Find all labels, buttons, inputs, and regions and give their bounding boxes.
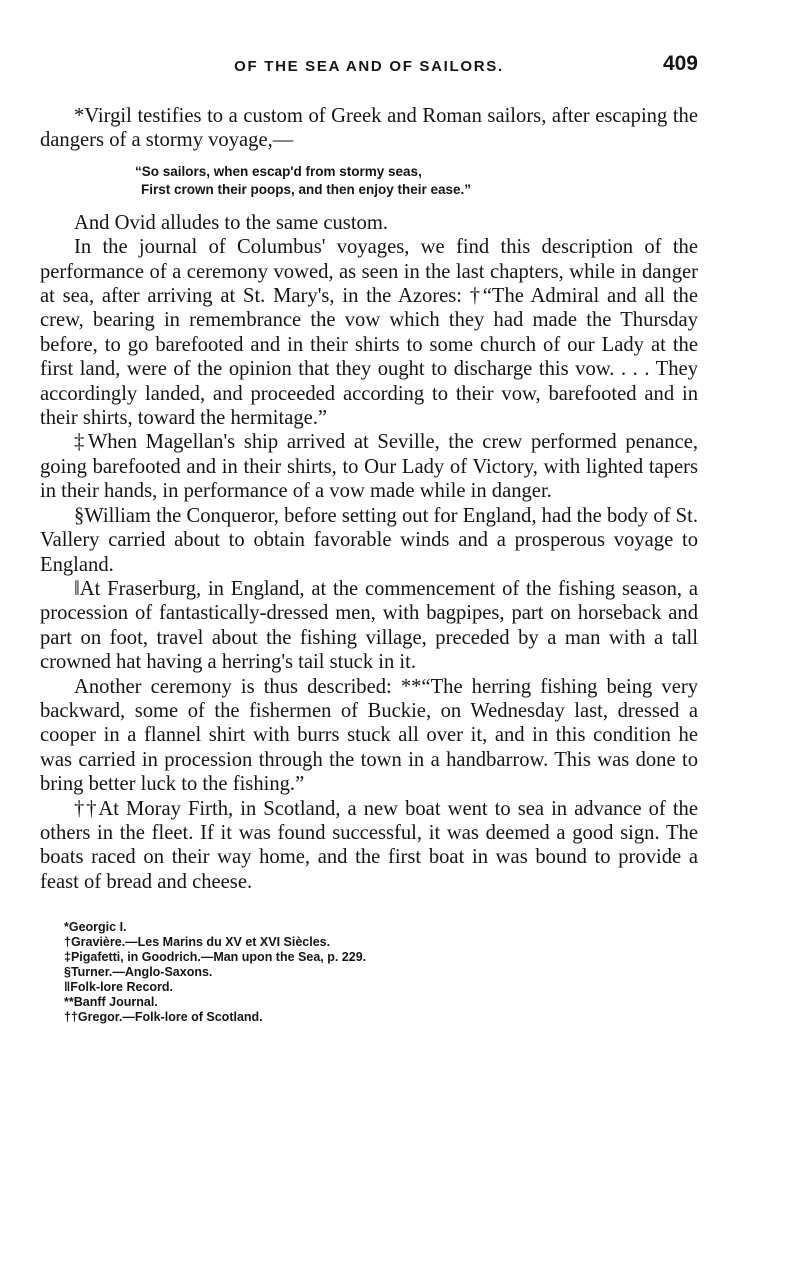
page-number: 409 [662,52,698,75]
body-text [40,104,698,894]
footnote: §Turner.—Anglo-Saxons. [64,965,213,980]
paragraph-virgil: *Virgil testifies to a custom of Greek and Roman sailors, after escaping the dangers of a stormy voyage,— [40,105,698,152]
footnote: ††Gregor.—Folk-lore of Scotland. [64,1010,263,1025]
verse-quote [135,163,698,199]
page-header [40,48,698,82]
footnote: ‖Folk-lore Record. [64,980,174,995]
verse-line-2: First crown their poops, and then enjoy their ease.” [141,181,472,197]
footnote: ‡Pigafetti, in Goodrich.—Man upon the Sea, p. 229. [64,950,367,965]
running-title: OF THE SEA AND OF SAILORS. [234,58,504,75]
footnotes [64,920,698,1025]
verse-line-1: “So sailors, when escap'd from stormy seas, [135,163,422,179]
paragraph-columbus: In the journal of Columbus' voyages, we find this description of the performance of a ceremony vowed, as seen in the last chapters, while in danger at sea, after arriving at St. Mary's, in the Azores: †“The Admiral and all the crew, bearing in remembrance the vow which they had made the Thursday before, to go barefooted and in their shirts to some church of our Lady at the first land, were of the opinion that they ought to discharge this vow. . . . They accordingly landed, and proceeded according to their vow, barefooted and in their shirts, toward the hermitage.” [40,236,698,430]
footnote: *Georgic I. [64,920,127,935]
paragraph-william: §William the Conqueror, before setting out for England, had the body of St. Vallery carried about to obtain favorable winds and a prosperous voyage to England. [40,504,698,576]
book-page [40,48,698,1025]
paragraph-magellan: ‡When Magellan's ship arrived at Seville, the crew performed penance, going barefooted and in their shirts, to Our Lady of Victory, with lighted tapers in their hands, in performance of a vow made while in danger. [40,431,698,503]
paragraph-moray-firth: ††At Moray Firth, in Scotland, a new boat went to sea in advance of the others in the fleet. If it was found successful, it was deemed a good sign. The boats raced on their way home, and the first boat in was bound to provide a feast of bread and cheese. [40,797,698,893]
footnote: †Gravière.—Les Marins du XV et XVI Siècles. [64,935,331,950]
footnote: **Banff Journal. [64,995,158,1010]
paragraph-ovid: And Ovid alludes to the same custom. [74,211,389,234]
paragraph-buckie: Another ceremony is thus described: **“The herring fishing being very backward, some of the fishermen of Buckie, on Wednesday last, dressed a cooper in a flannel shirt with burrs stuck all over it, and in this condition he was carried in procession through the town in a handbarrow. This was done to bring better luck to the fishing.” [40,675,698,796]
paragraph-fraserburg: ‖At Fraserburg, in England, at the commencement of the fishing season, a procession of fantastically-dressed men, with bagpipes, part on horseback and part on foot, travel about the fishing village, preceded by a man with a tall crowned hat having a herring's tail stuck in it. [40,577,698,674]
